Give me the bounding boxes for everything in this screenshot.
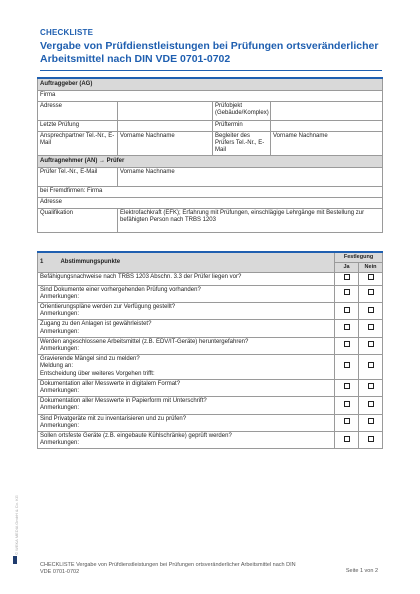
ja-header: Ja <box>335 263 359 273</box>
ja-checkbox[interactable] <box>344 401 350 407</box>
checklist-row <box>38 303 383 320</box>
checklist-row <box>38 273 383 285</box>
fremdfirmen-label: bei Fremdfirmen: Firma <box>38 187 383 198</box>
checklist-row <box>38 379 383 396</box>
nein-header: Nein <box>359 263 383 273</box>
footer-text: CHECKLISTE Vergabe von Prüfdienstleistungen bei Prüfungen ortsveränderlicher Arbeitsmittel nach DIN VDE 0701-0702 <box>40 562 296 575</box>
ja-checkbox-cell <box>335 414 359 431</box>
section-number: 1 <box>40 259 44 266</box>
firma-label: Firma <box>38 90 383 101</box>
nein-checkbox-cell <box>359 320 383 337</box>
ja-checkbox[interactable] <box>344 324 350 330</box>
adresse-field[interactable] <box>118 101 213 120</box>
ja-checkbox[interactable] <box>344 362 350 368</box>
parties-table <box>37 77 383 233</box>
pruefermin-field[interactable] <box>271 120 383 131</box>
nein-checkbox-cell <box>359 432 383 449</box>
checklist-table <box>37 251 383 449</box>
begleiter-label: Begleiter des Prüfers Tel.-Nr., E-Mail <box>213 131 271 156</box>
nein-checkbox[interactable] <box>368 324 374 330</box>
nein-checkbox[interactable] <box>368 436 374 442</box>
ja-checkbox-cell <box>335 320 359 337</box>
checklist-heading-cell <box>38 252 335 273</box>
ansprech-label: Ansprechpartner Tel.-Nr., E-Mail <box>38 131 118 156</box>
nein-checkbox-cell <box>359 355 383 380</box>
publisher-text: © WEKA MEDIA GmbH & Co. KG <box>14 495 19 555</box>
nein-checkbox[interactable] <box>368 274 374 280</box>
ja-checkbox[interactable] <box>344 289 350 295</box>
ja-checkbox[interactable] <box>344 383 350 389</box>
nein-checkbox-cell <box>359 337 383 354</box>
checklist-question: Befähigungsnachweise nach TRBS 1203 Abschn. 3.3 der Prüfer liegen vor? <box>38 273 335 285</box>
checklist-row <box>38 337 383 354</box>
ja-checkbox-cell <box>335 379 359 396</box>
checklist-question: Orientierungspläne werden zur Verfügung gestellt? Anmerkungen: <box>38 303 335 320</box>
checklist-row <box>38 414 383 431</box>
ja-checkbox-cell <box>335 285 359 302</box>
pruefermin-label: Prüftermin <box>213 120 271 131</box>
nein-checkbox-cell <box>359 379 383 396</box>
qualifikation-field[interactable]: Elektrofachkraft (EFK); Erfahrung mit Prüfungen, einschlägige Lehrgänge mit Bestellung zur befähigten Person nach TRBS 1203 <box>118 209 383 233</box>
ansprech-field[interactable]: Vorname Nachname <box>118 131 213 156</box>
contractor-address-row <box>38 198 383 209</box>
checklist-question: Zugang zu den Anlagen ist gewährleistet? Anmerkungen: <box>38 320 335 337</box>
document-kicker: CHECKLISTE <box>40 28 94 37</box>
nein-checkbox-cell <box>359 414 383 431</box>
adresse-label: Adresse <box>38 101 118 120</box>
client-heading: Auftraggeber (AG) <box>38 78 383 90</box>
checklist-row <box>38 432 383 449</box>
nein-checkbox-cell <box>359 397 383 414</box>
nein-checkbox[interactable] <box>368 401 374 407</box>
checklist-row <box>38 355 383 380</box>
ja-checkbox-cell <box>335 432 359 449</box>
ja-checkbox[interactable] <box>344 341 350 347</box>
checklist-items <box>38 273 383 449</box>
begleiter-field[interactable]: Vorname Nachname <box>271 131 383 156</box>
ja-checkbox-cell <box>335 355 359 380</box>
checklist-row <box>38 397 383 414</box>
nein-checkbox[interactable] <box>368 289 374 295</box>
client-contact-row <box>38 131 383 156</box>
checklist-question: Dokumentation aller Messwerte in Papierform mit Unterschrift? Anmerkungen: <box>38 397 335 414</box>
checklist-row <box>38 285 383 302</box>
checklist-question: Sind Privatgeräte mit zu inventarisieren und zu prüfen? Anmerkungen: <box>38 414 335 431</box>
nein-checkbox[interactable] <box>368 341 374 347</box>
checklist-question: Werden angeschlossene Arbeitsmittel (z.B. EDV/IT-Geräte) heruntergefahren? Anmerkungen: <box>38 337 335 354</box>
document-title: Vergabe von Prüfdienstleistungen bei Prüfungen ortsveränderlicher Arbeitsmittel nach DIN VDE 0701-0702 <box>40 40 379 65</box>
nein-checkbox[interactable] <box>368 307 374 313</box>
checklist-header-row <box>38 252 383 263</box>
nein-checkbox[interactable] <box>368 362 374 368</box>
festlegung-header: Festlegung <box>335 252 383 263</box>
ja-checkbox[interactable] <box>344 274 350 280</box>
nein-checkbox[interactable] <box>368 418 374 424</box>
ja-checkbox-cell <box>335 337 359 354</box>
pruefobjekt-label: Prüfobjekt (Gebäude/Komplex) <box>213 101 271 120</box>
nein-checkbox[interactable] <box>368 383 374 389</box>
publisher-mark <box>13 556 17 564</box>
contractor-qualification-row <box>38 209 383 233</box>
contractor-adresse-label: Adresse <box>38 198 383 209</box>
letzte-pruefung-field[interactable] <box>118 120 213 131</box>
client-firma-row <box>38 90 383 101</box>
contractor-pruefer-row <box>38 168 383 187</box>
letzte-pruefung-label: Letzte Prüfung <box>38 120 118 131</box>
ja-checkbox-cell <box>335 397 359 414</box>
qualifikation-label: Qualifikation <box>38 209 118 233</box>
pruefobjekt-field[interactable] <box>271 101 383 120</box>
contractor-section-header <box>38 156 383 168</box>
pruefer-label: Prüfer Tel.-Nr., E-Mail <box>38 168 118 187</box>
nein-checkbox-cell <box>359 303 383 320</box>
ja-checkbox-cell <box>335 273 359 285</box>
contractor-firma-row <box>38 187 383 198</box>
section-heading: Abstimmungspunkte <box>60 259 121 266</box>
ja-checkbox-cell <box>335 303 359 320</box>
checklist-question: Sind Dokumente einer vorhergehenden Prüfung vorhanden? Anmerkungen: <box>38 285 335 302</box>
ja-checkbox[interactable] <box>344 418 350 424</box>
contractor-heading: Auftragnehmer (AN) → Prüfer <box>38 156 383 168</box>
checklist-question: Gravierende Mängel sind zu melden? Meldung an: Entscheidung über weiteres Vorgehen trifft: <box>38 355 335 380</box>
page-number: Seite 1 von 2 <box>345 568 378 574</box>
checklist-question: Dokumentation aller Messwerte in digitalem Format? Anmerkungen: <box>38 379 335 396</box>
pruefer-field[interactable]: Vorname Nachname <box>118 168 383 187</box>
client-address-row <box>38 101 383 120</box>
title-divider <box>40 70 382 71</box>
checklist-row <box>38 320 383 337</box>
ja-checkbox[interactable] <box>344 307 350 313</box>
checklist-question: Sollen ortsfeste Geräte (z.B. eingebaute Kühlschränke) geprüft werden? Anmerkungen: <box>38 432 335 449</box>
client-date-row <box>38 120 383 131</box>
nein-checkbox-cell <box>359 273 383 285</box>
nein-checkbox-cell <box>359 285 383 302</box>
client-section-header <box>38 78 383 90</box>
ja-checkbox[interactable] <box>344 436 350 442</box>
